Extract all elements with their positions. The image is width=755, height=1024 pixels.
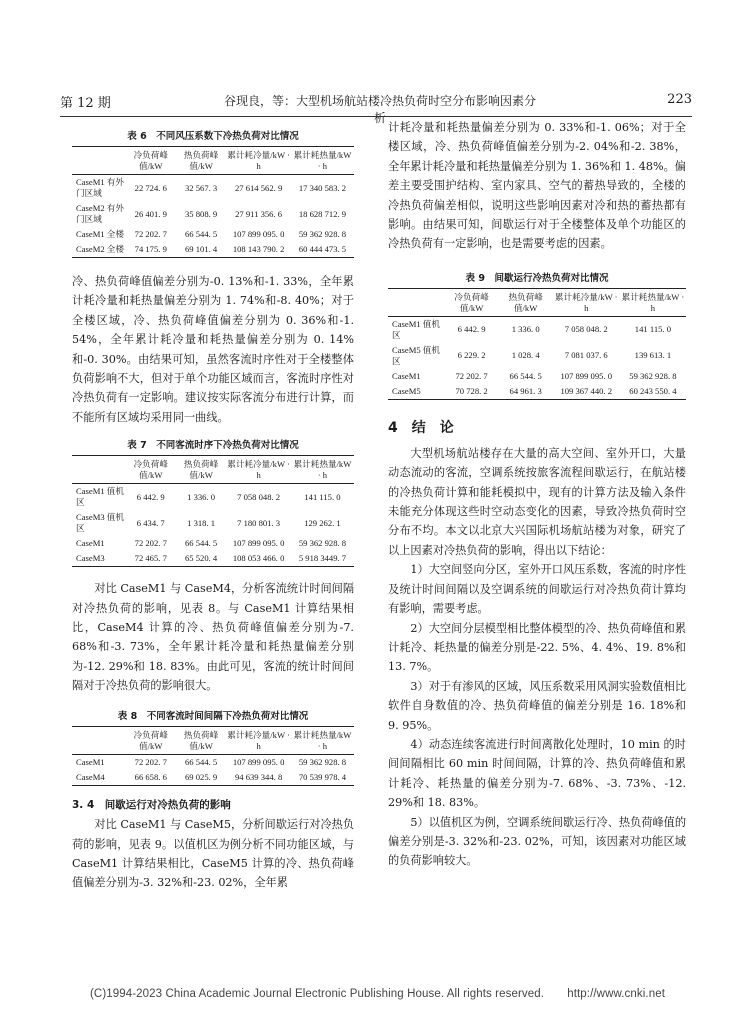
table-row: [72, 510, 354, 536]
table-6-caption: 表 6 不同风压系数下冷热负荷对比情况: [127, 131, 299, 142]
row-label-cell: CaseM2 全楼: [72, 242, 126, 258]
table-row: [388, 343, 686, 369]
table-header-cell: 累计耗冷量/kW · h: [226, 147, 291, 175]
table-cell: 1 028. 4: [511, 350, 540, 361]
conclusion-item-5: 5）以值机区为例，空调系统间歇运行冷、热负荷峰值的偏差分别是-3. 32%和-23. 02%，可知，该因素对功能区域的负荷影响较大。: [388, 815, 687, 868]
table-header-cell: 热负荷峰值/kW: [176, 147, 226, 175]
table-cell: 69 101. 4: [176, 242, 226, 258]
conclusion-item-3: 3）对于有渗风的区域，风压系数采用风洞实验数值相比软件自身数值的冷、热负荷峰值的偏差分别是 16. 18%和 9. 95%。: [388, 679, 687, 732]
table-cell: 64 961. 3: [499, 384, 553, 400]
row-label-cell: CaseM1 值机区: [76, 486, 124, 508]
table-cell: 17 340 583. 2: [298, 182, 347, 193]
table-row: [72, 227, 354, 242]
table-7-caption: 表 7 不同客流时序下冷热负荷对比情况: [127, 440, 299, 452]
table-row: [72, 201, 354, 227]
table-header-cell: 累计耗冷量/kW · h: [226, 456, 291, 484]
table-header-cell: 热负荷峰值/kW: [176, 456, 226, 484]
table-6: [72, 128, 354, 258]
table-8: [72, 708, 354, 786]
page-header: [60, 92, 692, 125]
table-cell: 6 434. 7: [136, 517, 165, 528]
table-cell: 66 544. 5: [185, 756, 218, 767]
right-column: [388, 118, 686, 871]
table-header-cell: 冷负荷峰值/kW: [126, 456, 176, 484]
section-4-heading: 4 结 论: [388, 419, 454, 436]
table-cell: 7 180 801. 3: [237, 517, 281, 528]
row-label-cell: CaseM5: [388, 384, 445, 400]
table-8-grid: [72, 726, 354, 786]
table-cell: 1 336. 0: [511, 324, 540, 335]
table-cell: 66 544. 5: [509, 370, 542, 381]
table-cell: 1 336. 0: [187, 491, 216, 502]
table-cell: 66 544. 5: [185, 538, 218, 549]
conclusion-item-1: 1）大空间竖向分区，室外开口风压系数，客流的时序性及统计时间间隔以及空调系统的间歇运行对冷热负荷计算均有影响，需要考虑。: [388, 563, 687, 616]
left-paragraph-3: 对比 CaseM1 与 CaseM5，分析间歇运行对冷热负荷的影响，见表 9。以值机区为例分析不同功能区域，与 CaseM1 计算结果相比，CaseM5 计算的冷、热负荷峰值偏差分别为-3. 32%和-23. 02%，全年累: [72, 818, 355, 890]
table-header-cell: 累计耗冷量/kW · h: [553, 288, 620, 316]
row-label-cell: CaseM1: [76, 538, 105, 549]
table-cell: 59 362 928. 8: [298, 538, 347, 549]
table-row: [72, 242, 354, 258]
table-cell: 1 318. 1: [187, 517, 216, 528]
table-row: [72, 770, 354, 786]
table-header-cell: 热负荷峰值/kW: [176, 726, 226, 754]
table-7: [72, 437, 354, 567]
table-row: [72, 536, 354, 551]
table-cell: 59 362 928. 8: [629, 370, 677, 381]
running-title: 谷现良，等：大型机场航站楼冷热负荷时空分布影响因素分析: [223, 94, 536, 125]
table-6-grid: [72, 146, 354, 258]
table-cell: 32 567. 3: [185, 182, 218, 193]
table-cell: 129 262. 1: [304, 517, 341, 528]
table-cell: 6 442. 9: [457, 324, 486, 335]
table-cell: 72 202. 7: [134, 756, 167, 767]
table-cell: 74 175. 9: [126, 242, 176, 258]
table-header-cell: [72, 456, 126, 484]
table-cell: 141 115. 0: [304, 491, 341, 502]
table-row: [72, 754, 354, 770]
table-7-grid: [72, 455, 354, 567]
conclusion-item-2: 2）大空间分层模型相比整体模型的冷、热负荷峰值和累计耗冷、耗热量的偏差分别是-22. 5%、4. 4%、19. 8%和 13. 7%。: [388, 621, 687, 674]
table-cell: 107 899 095. 0: [560, 370, 613, 381]
table-cell: 107 899 095. 0: [232, 229, 285, 239]
table-cell: 141 115. 0: [634, 324, 672, 335]
table-cell: 94 639 344. 8: [226, 770, 291, 786]
table-cell: 6 229. 2: [457, 350, 486, 361]
table-cell: 65 520. 4: [176, 551, 226, 567]
table-cell: 66 544. 5: [185, 229, 218, 239]
table-cell: 27 911 356. 6: [235, 208, 283, 219]
table-cell: 35 808. 9: [185, 208, 218, 219]
row-label-cell: CaseM3 值机区: [76, 512, 124, 534]
table-cell: 72 202. 7: [134, 229, 167, 239]
section-3-4-heading: 3. 4 间歇运行对冷热负荷的影响: [72, 798, 231, 811]
table-header-cell: 冷负荷峰值/kW: [445, 288, 499, 316]
left-column: [72, 118, 354, 893]
table-cell: 60 444 473. 5: [291, 242, 354, 258]
row-label-cell: CaseM1 值机区: [392, 318, 440, 340]
table-cell: 59 362 928. 8: [298, 756, 347, 767]
issue-label: 第 12 期: [60, 96, 111, 111]
table-row: [72, 175, 354, 202]
table-header-cell: 冷负荷峰值/kW: [126, 726, 176, 754]
row-label-cell: CaseM4: [72, 770, 126, 786]
table-cell: 22 724. 6: [134, 182, 167, 193]
table-cell: 60 243 550. 4: [620, 384, 686, 400]
table-cell: 18 628 712. 9: [298, 208, 347, 219]
row-label-cell: CaseM2 有外门区域: [76, 203, 124, 224]
table-cell: 72 202. 7: [455, 370, 488, 381]
table-8-caption: 表 8 不同客流时间间隔下冷热负荷对比情况: [117, 710, 309, 722]
table-row: [72, 484, 354, 511]
table-cell: 72 465. 7: [126, 551, 176, 567]
copyright-footer: (C)1994-2023 China Academic Journal Electronic Publishing House. All rights reserved. http://www.cnki.net: [89, 988, 665, 1000]
table-cell: 66 658. 6: [126, 770, 176, 786]
table-header-cell: 冷负荷峰值/kW: [126, 147, 176, 175]
row-label-cell: CaseM1 有外门区域: [76, 177, 124, 198]
row-label-cell: CaseM1 全楼: [76, 229, 124, 239]
table-header-cell: 累计耗冷量/kW · h: [226, 726, 291, 754]
table-cell: 6 442. 9: [136, 491, 165, 502]
table-row: [388, 369, 686, 384]
table-cell: 7 081 037. 6: [564, 350, 608, 361]
table-header-cell: 累计耗热量/kW · h: [620, 288, 686, 316]
row-label-cell: CaseM1: [392, 370, 421, 381]
table-cell: 107 899 095. 0: [232, 538, 285, 549]
table-cell: 109 367 440. 2: [553, 384, 620, 400]
right-paragraph-1: 计耗冷量和耗热量偏差分别为 0. 33%和-1. 06%；对于全楼区域，冷、热负荷峰值偏差分别为-2. 04%和-2. 38%，全年累计耗冷量和耗热量偏差分别为 1. 36%和 1. 48%。偏差主要受围护结构、室内家具、空气的蓄热导致的，全楼的冷热负荷偏差相似，说明这些影响因素对冷和热的蓄热都有影响。由结果可知，间歇运行对于全楼整体及单个功能区的冷热负荷有一定影响，也是需要考虑的因素。: [388, 121, 686, 251]
row-label-cell: CaseM1: [76, 756, 105, 767]
table-cell: 107 899 095. 0: [232, 756, 285, 767]
table-header-cell: [72, 147, 126, 175]
table-cell: 70 539 978. 4: [291, 770, 354, 786]
left-paragraph-2: 对比 CaseM1 与 CaseM4，分析客流统计时间间隔对冷热负荷的影响，见表 8。与 CaseM1 计算结果相比，CaseM4 计算的冷、热负荷峰值偏差分别为-7. 68%和-3. 73%，全年累计耗冷量和耗热量偏差分别为-12. 29%和 18. 83%。由此可见，客流的统计时间间隔对于冷热负荷的影响很大。: [72, 582, 355, 693]
table-row: [388, 316, 686, 343]
table-cell: 70 728. 2: [445, 384, 499, 400]
table-cell: 108 143 790. 2: [226, 242, 291, 258]
conclusion-item-4: 4）动态连续客流进行时间离散化处理时，10 min 的时间间隔相比 60 min 时间间隔，计算的冷、热负荷峰值和累计耗冷、耗热量的偏差分别为-7. 68%、-3. 73%、-12. 29%和 18. 83%。: [388, 737, 686, 810]
row-label-cell: CaseM3: [72, 551, 126, 567]
table-cell: 108 053 466. 0: [226, 551, 291, 567]
table-header-cell: 累计耗热量/kW · h: [291, 147, 354, 175]
table-cell: 69 025. 9: [176, 770, 226, 786]
table-cell: 139 613. 1: [634, 350, 672, 361]
left-paragraph-1: 冷、热负荷峰值偏差分别为-0. 13%和-1. 33%，全年累计耗冷量和耗热量偏差分别为 1. 74%和-8. 40%；对于全楼区域，冷、热负荷峰值偏差分别为 0. 36%和-1. 54%，全年累计耗冷量和耗热量偏差分别为 0. 14%和-0. 30%。由结果可知，虽然客流时序性对于全楼整体负荷影响不大，但对于单个功能区域而言，客流时序性对冷热负荷有一定影响。建议按实际客流分布进行计算，而不能所有区域均采用同一曲线。: [72, 275, 354, 424]
row-label-cell: CaseM5 值机区: [392, 344, 440, 366]
header-rule: [60, 116, 692, 117]
table-header-cell: 累计耗热量/kW · h: [291, 726, 354, 754]
table-header-cell: [388, 288, 445, 316]
table-cell: 72 202. 7: [134, 538, 167, 549]
table-cell: 59 362 928. 8: [298, 229, 347, 239]
table-cell: 27 614 562. 9: [234, 182, 283, 193]
page-number: 223: [667, 92, 692, 107]
table-cell: 5 918 3449. 7: [291, 551, 354, 567]
table-header-cell: 累计耗热量/kW · h: [291, 456, 354, 484]
table-cell: 7 058 048. 2: [237, 491, 281, 502]
table-9-grid: [388, 288, 686, 400]
table-row: [72, 551, 354, 567]
conclusion-intro: 大型机场航站楼存在大量的高大空间、室外开口，大量动态流动的客流，空调系统按旅客流程间歇运行，在航站楼的冷热负荷计算和能耗模拟中，现有的计算方法及输入条件未能充分体现这些时空动态变化的因素，导致冷热负荷时空分布不均。本文以北京大兴国际机场航站楼为对象，研究了以上因素对冷热负荷的影响，得出以下结论：: [388, 446, 686, 557]
table-cell: 7 058 048. 2: [564, 324, 608, 335]
table-cell: 26 401. 9: [134, 208, 167, 219]
table-9: [388, 270, 686, 400]
table-9-caption: 表 9 间歇运行冷热负荷对比情况: [465, 272, 609, 284]
table-header-cell: [72, 726, 126, 754]
table-row: [388, 384, 686, 400]
table-header-cell: 热负荷峰值/kW: [499, 288, 553, 316]
